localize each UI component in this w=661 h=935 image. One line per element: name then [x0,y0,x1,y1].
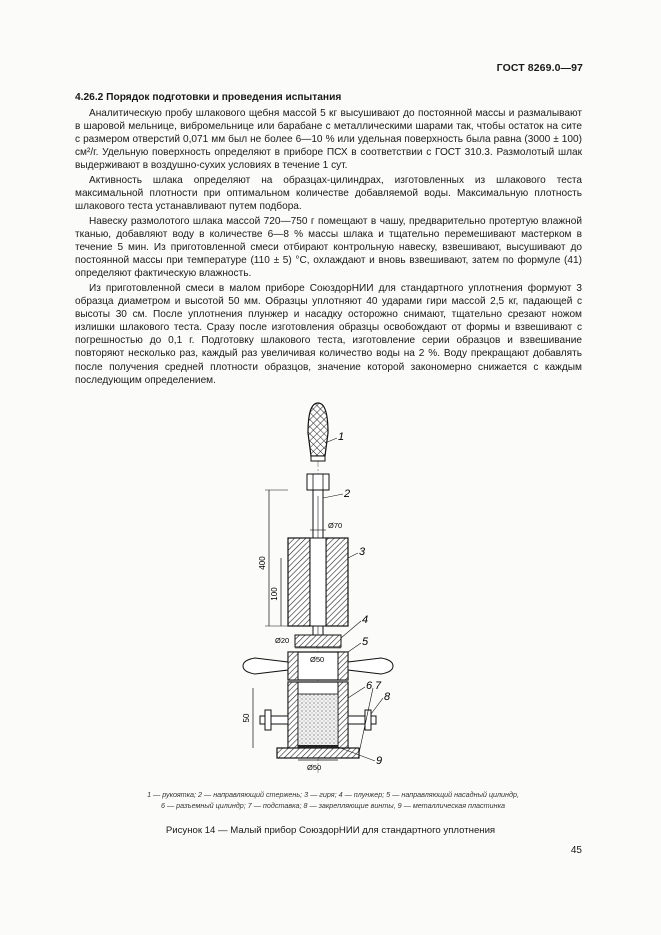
part-number: 9 [376,755,383,767]
part-number: 7 [375,680,382,692]
figure-caption: Рисунок 14 — Малый прибор СоюздорНИИ для стандартного уплотнения [165,825,496,836]
device-schematic [225,398,425,778]
legend-line: 1 — рукоятка; 2 — направляющий стержень; 3 — гиря; 4 — плунжер; 5 — направляющий насадный цилиндр, [147,790,519,799]
paragraph: Из приготовленной смеси в малом приборе СоюздорНИИ для стандартного уплотнения формуют 3 образца диаметром и высотой 50 мм. Образцы уплотняют 40 ударами гири массой 2,5 кг, падающей с высоты 30 см. После уплотнения плунжер и насадку осторожно снимают, тщательно срезают ножом излишки шлакового теста. Сразу после изготовления образцы освобождают от формы и взвешивают с погрешностью до 0,1 г. Подготовку шлакового теста, изготовление серии образцов и взвешивание повторяют несколько раз, каждый раз увеличивая количество воды на 2 %. Воду прекращают добавлять после получения средней плотности образцов, значение которой закономерно снижается с каждым последующим определением. [75,283,582,386]
part-number: 2 [344,488,351,500]
legend-line: 6 — разъемный цилиндр; 7 — подставка; 8 — закрепляющие винты, 9 — металлическая пластинка [161,801,505,811]
dim-height-drop: 100 [270,587,279,601]
dim-height-sample: 50 [242,713,251,723]
section-heading: 4.26.2 Порядок подготовки и проведения испытания [75,92,342,103]
part-number: 5 [362,636,369,648]
dim-diameter-cylinder: Ø50 [307,763,322,772]
part-number: 1 [338,431,345,443]
dim-height-total: 400 [258,556,267,570]
paragraph: Навеску размолотого шлака массой 720—750 г помещают в чашу, предварительно протертую влажной тканью, добавляют воду в количестве 6—8 % массы шлака и тщательно перемешивают мастерком в течение 5 мин. Из приготовленной смеси отбирают контрольную навеску, взвешивают, высушивают до постоянной массы при температуре (110 ± 5) °С, охлаждают и вновь взвешивают, затем по формуле (41) определяют фактическую влажность. [75,215,582,280]
device-drawing [225,398,425,778]
part-number: 6 [366,680,373,692]
metal-plate [298,745,338,748]
part-number: 4 [362,614,369,626]
dim-diameter-plunger: Ø50 [310,655,325,664]
clamp-screw [260,716,288,724]
part-number: 8 [384,691,391,703]
page-number: 45 [570,845,582,856]
paragraph: Аналитическую пробу шлакового щебня массой 5 кг высушивают до постоянной массы и размалывают в шаровой мельнице, вибромельнице или барабане с металлическими шарами так, чтобы остаток на сите с размером отверстий 0,071 мм был не более 6—10 % или удельная поверхность была равна (3000 ± 100) см²/г. Удельную поверхность определяют в приборе ПСХ в соответствии с ГОСТ 310.3. Размолотый шлак выдерживают в воздушно-сухих условиях в течение 1 сут. [75,108,582,172]
section-body [75,107,582,388]
figure-legend [88,789,578,811]
plunger [295,635,341,647]
standard-number: ГОСТ 8269.0—97 [496,62,583,74]
stand [277,748,359,758]
dim-diameter-rod: Ø20 [275,636,290,645]
paragraph: Активность шлака определяют на образцах-цилиндрах, изготовленных из шлакового теста максимальной плотности при оптимальном количестве добавляемой воды. Максимальную плотность шлакового теста устанавливают путем подбора. [75,175,582,213]
sample [298,694,338,746]
part-number: 3 [359,546,366,558]
dim-diameter-weight: Ø70 [328,521,343,530]
weight-part [288,538,310,626]
handle-part [308,403,328,456]
